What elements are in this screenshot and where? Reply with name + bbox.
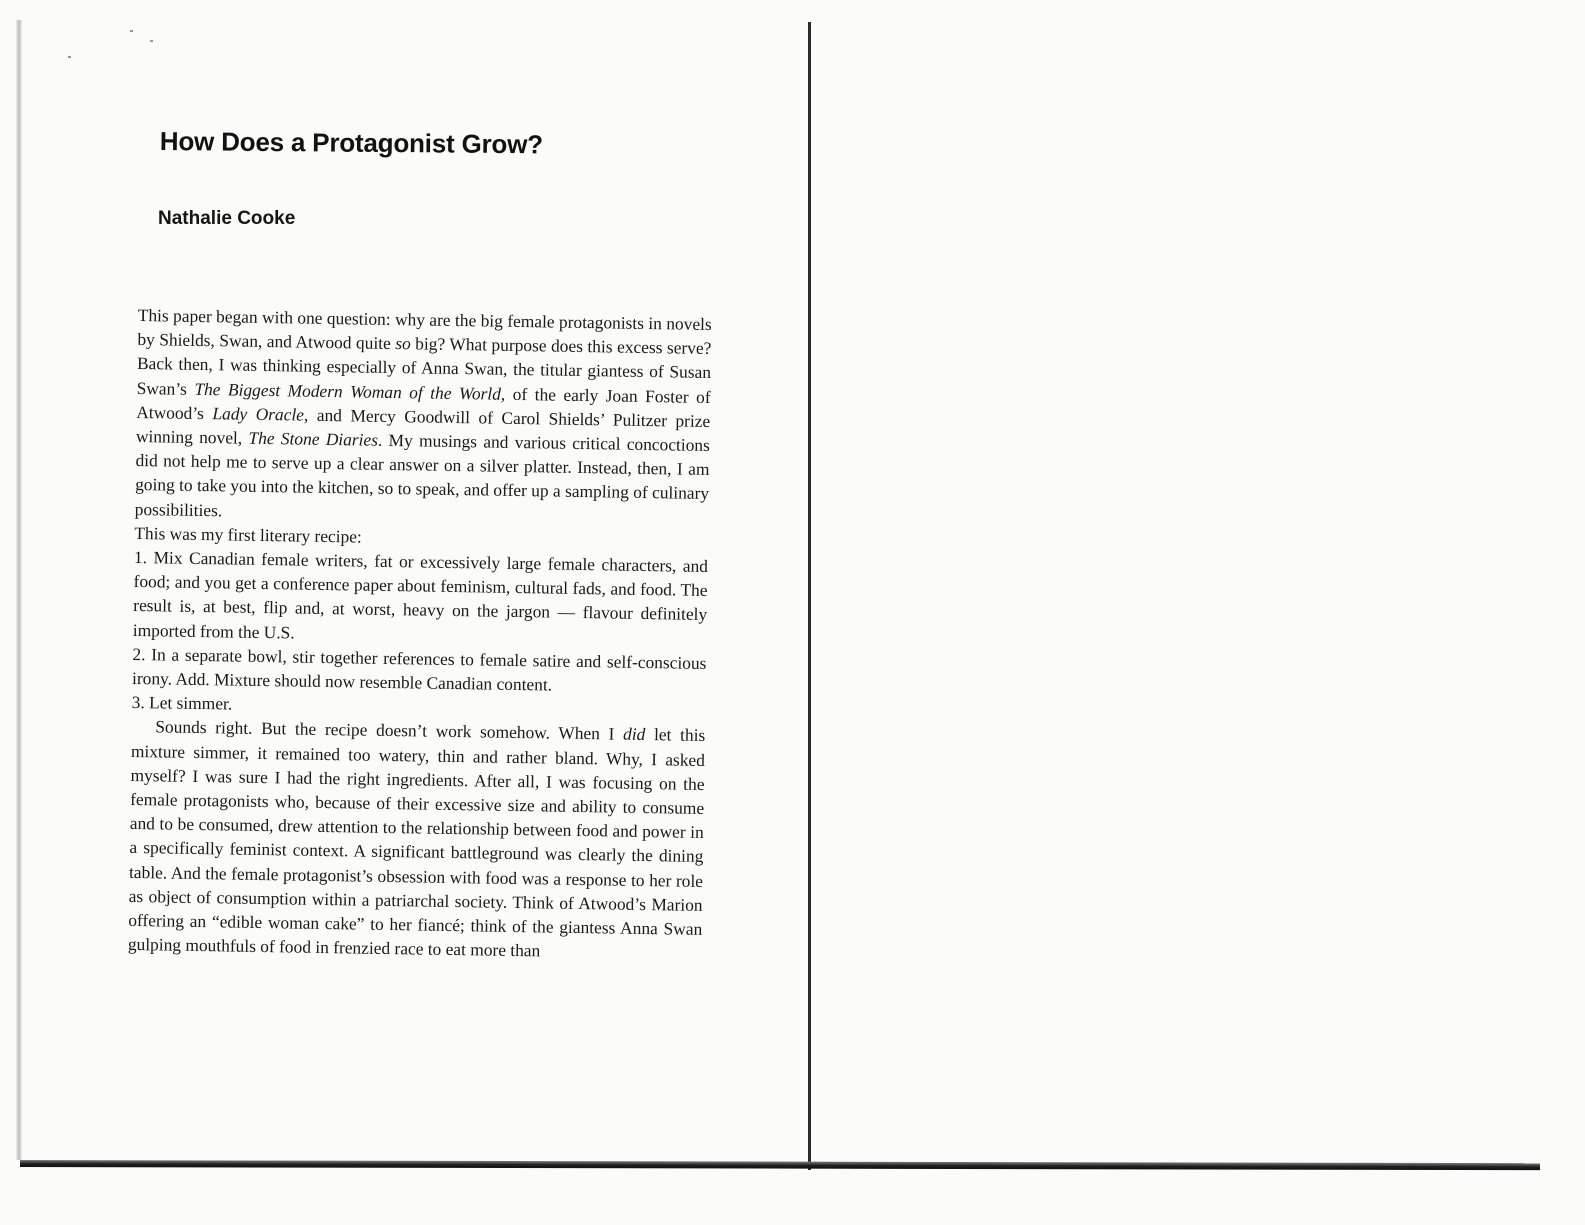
italic-text: The Biggest Modern Woman of the World — [194, 378, 502, 404]
italic-text: did — [622, 724, 646, 745]
text-run: big? What purpose does this excess serve? Back then, I was thinking especially of Anna Swan, the titular giantess of Susan Swan’s — [136, 333, 712, 399]
text-run: , and Mercy Goodwill of Carol Shields’ Pulitzer prize winning novel, — [135, 404, 711, 448]
article-author: Nathalie Cooke — [158, 208, 296, 229]
right-page — [800, 0, 1585, 1225]
text-run: This was my first literary recipe: — [134, 522, 362, 547]
text-run: 2. In a separate bowl, stir together references to female satire and self-conscious irony. Add. Mixture should now resemble Canadian content. — [131, 643, 707, 695]
article-title: How Does a Protagonist Grow? — [159, 126, 543, 160]
text-run: 3. Let simmer. — [131, 692, 233, 714]
italic-text: The Stone Diaries — [248, 427, 379, 450]
italic-text: so — [395, 333, 411, 354]
scan-specks — [128, 28, 158, 48]
text-run: 1. Mix Canadian female writers, fat or excessively large female characters, and food; and you get a conference paper about feminism, cultural fads, and food. The result is, at best, flip and, at worst, heavy on the jargon — flavour definitely imported from the U.S. — [132, 547, 709, 643]
left-body-text — [128, 303, 712, 965]
left-paragraph — [135, 303, 712, 530]
page-edge-shadow — [16, 20, 22, 1160]
text-run: . My musings and various critical concoctions did not help me to serve up a clear answer on a silver platter. Instead, then, I am going to take you into the kitchen, so to speak, and offer up a sampling of culinary possibilities. — [134, 429, 711, 520]
left-paragraph — [128, 714, 706, 965]
text-run: This paper began with one question: why are the big female protagonists in novels by Shields, Swan, and Atwood quite — [137, 304, 712, 354]
text-run: let this mixture simmer, it remained too watery, thin and rather bland. Why, I asked myself? I was sure I had the right ingredients. After all, I was focusing on the female protagonists who, because of their excessive size and ability to consume and to be consumed, drew attention to the relationship between food and power in a specifically feminist context. A significant battleground was clearly the dining table. And the female protagonist’s obsession with food was a response to her role as object of consumption within a patriarchal society. Think of Atwood’s Marion offering an “edible woman cake” to her fiancé; think of the giantess Anna Swan gulping mouthfuls of food in frenzied race to eat more than — [127, 724, 706, 961]
text-run: Sounds right. But the recipe doesn’t work somehow. When I — [155, 716, 624, 745]
text-run: , of the early Joan Foster of Atwood’s — [136, 383, 711, 423]
italic-text: Lady Oracle — [212, 402, 305, 425]
left-paragraph — [133, 545, 708, 651]
